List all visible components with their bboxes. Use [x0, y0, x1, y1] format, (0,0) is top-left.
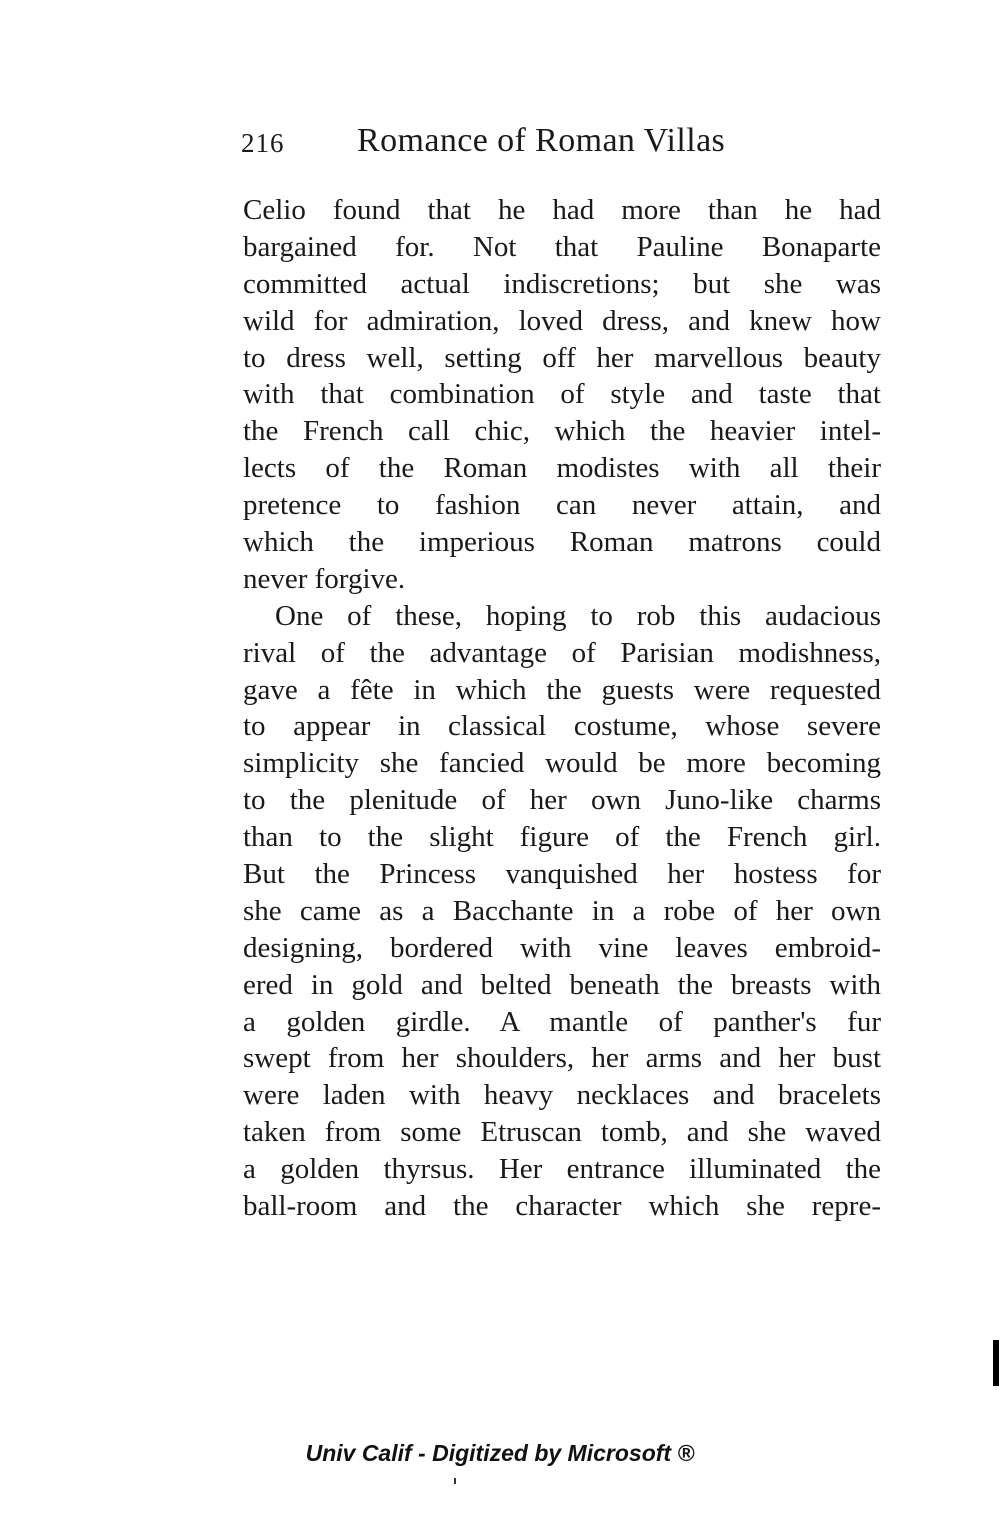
text-line: to the plenitude of her own Juno-like charms — [243, 784, 881, 817]
text-line: a golden thyrsus. Her entrance illuminated the — [243, 1153, 881, 1186]
text-line: lects of the Roman modistes with all their — [243, 452, 881, 485]
running-head — [241, 122, 881, 172]
digitization-watermark: Univ Calif - Digitized by Microsoft ® — [305, 1440, 695, 1466]
scan-margin-mark — [993, 1340, 999, 1386]
text-line: But the Princess vanquished her hostess for — [243, 858, 881, 891]
text-line: wild for admiration, loved dress, and knew how — [243, 304, 881, 337]
body-text — [243, 192, 881, 1225]
paragraph-end-line: never forgive. — [243, 562, 406, 595]
text-line: a golden girdle. A mantle of panther's fur — [243, 1005, 881, 1038]
text-line: committed actual indiscretions; but she was — [243, 267, 881, 300]
page-number: 216 — [241, 128, 285, 158]
running-title: Romance of Roman Villas — [357, 122, 726, 159]
text-line: pretence to fashion can never attain, and — [243, 489, 881, 522]
text-line: she came as a Bacchante in a robe of her own — [243, 894, 881, 927]
text-line: designing, bordered with vine leaves embroid- — [243, 931, 881, 964]
text-line: the French call chic, which the heavier intel- — [243, 415, 881, 448]
text-line: gave a fête in which the guests were requested — [243, 673, 881, 706]
text-line: to dress well, setting off her marvellous beauty — [243, 341, 881, 374]
text-line: to appear in classical costume, whose severe — [243, 710, 881, 743]
text-line: rival of the advantage of Parisian modishness, — [243, 636, 881, 669]
text-line: were laden with heavy necklaces and bracelets — [243, 1079, 881, 1112]
text-line: Celio found that he had more than he had — [243, 194, 881, 226]
text-line: taken from some Etruscan tomb, and she waved — [243, 1116, 881, 1149]
paragraph-start-line: One of these, hoping to rob this audacious — [275, 599, 881, 632]
text-line: ball-room and the character which she repre- — [243, 1190, 881, 1223]
text-line: swept from her shoulders, her arms and her bust — [243, 1042, 881, 1075]
scan-tick-mark — [454, 1478, 456, 1484]
text-line: than to the slight figure of the French girl. — [243, 821, 881, 854]
text-line: bargained for. Not that Pauline Bonaparte — [243, 230, 881, 263]
text-line: with that combination of style and taste that — [243, 378, 881, 411]
text-line: simplicity she fancied would be more becoming — [243, 747, 881, 780]
text-line: ered in gold and belted beneath the breasts with — [243, 968, 881, 1001]
text-line: which the imperious Roman matrons could — [243, 526, 881, 559]
